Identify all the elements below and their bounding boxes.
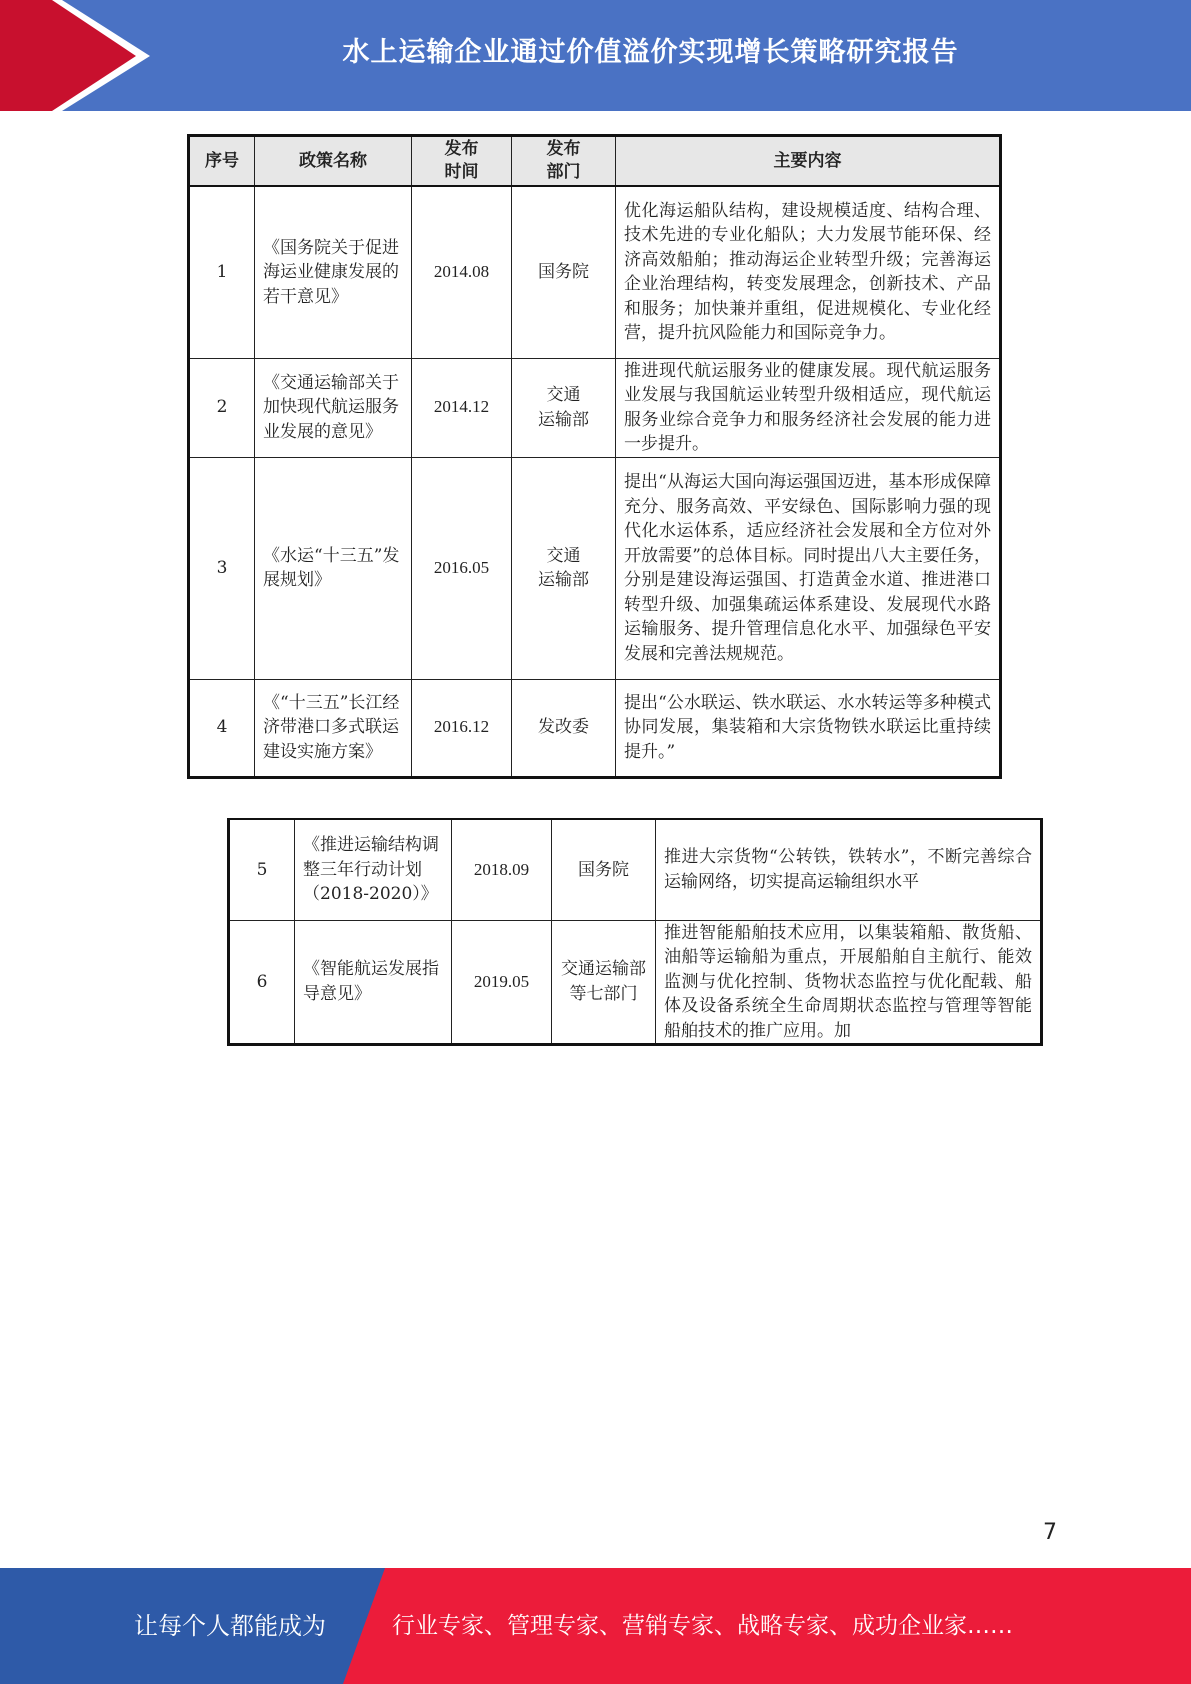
policy-table-part-2 [227, 818, 1043, 1046]
header-seq: 序号 [189, 136, 255, 187]
header-arrow-red-inner [0, 0, 112, 111]
table-row [189, 457, 1001, 679]
row-num: 2 [189, 358, 255, 457]
row-dept: 交通 运输部 [512, 358, 616, 457]
header-release-date: 发布 时间 [412, 136, 512, 187]
row-dept: 交通 运输部 [512, 457, 616, 679]
row-num: 5 [229, 819, 295, 920]
row-num: 1 [189, 186, 255, 358]
row-policy-name: 《推进运输结构调整三年行动计划（2018-2020）》 [295, 819, 452, 920]
table-row [229, 920, 1042, 1045]
row-content: 推进现代航运服务业的健康发展。现代航运服务业发展与我国航运业转型升级相适应，现代航运服务业综合竞争力和服务经济社会发展的能力进一步提升。 [616, 358, 1001, 457]
row-date: 2019.05 [452, 920, 552, 1045]
footer-slogan-left: 让每个人都能成为 [134, 1612, 326, 1640]
page-header [0, 0, 1191, 111]
row-dept: 发改委 [512, 679, 616, 777]
row-date: 2016.05 [412, 457, 512, 679]
row-num: 4 [189, 679, 255, 777]
row-content: 优化海运船队结构，建设规模适度、结构合理、技术先进的专业化船队；大力发展节能环保、经济高效船舶；推动海运企业转型升级；完善海运企业治理结构，转变发展理念，创新技术、产品和服务；加快兼并重组，促进规模化、专业化经营，提升抗风险能力和国际竞争力。 [616, 186, 1001, 358]
row-date: 2016.12 [412, 679, 512, 777]
row-content: 提出“从海运大国向海运强国迈进，基本形成保障充分、服务高效、平安绿色、国际影响力强的现代化水运体系，适应经济社会发展和全方位对外开放需要”的总体目标。同时提出八大主要任务，分别是建设海运强国、打造黄金水道、推进港口转型升级、加强集疏运体系建设、发展现代水路运输服务、提升管理信息化水平、加强绿色平安发展和完善法规规范。 [616, 457, 1001, 679]
row-num: 6 [229, 920, 295, 1045]
row-policy-name: 《水运“十三五”发展规划》 [255, 457, 412, 679]
row-content: 推进大宗货物“公转铁，铁转水”，不断完善综合运输网络，切实提高运输组织水平 [656, 819, 1042, 920]
header-policy-name: 政策名称 [255, 136, 412, 187]
report-title: 水上运输企业通过价值溢价实现增长策略研究报告 [342, 37, 959, 68]
row-date: 2014.08 [412, 186, 512, 358]
header-main-content: 主要内容 [616, 136, 1001, 187]
row-dept: 国务院 [512, 186, 616, 358]
footer-slogan-right: 行业专家、管理专家、营销专家、战略专家、成功企业家…… [392, 1613, 1013, 1639]
table-row [189, 679, 1001, 777]
table-row [189, 358, 1001, 457]
row-content: 推进智能船舶技术应用，以集装箱船、散货船、油船等运输船为重点，开展船舶自主航行、能效监测与优化控制、货物状态监控与优化配载、船体及设备系统全生命周期状态监控与管理等智能船舶技术的推广应用。加 [656, 920, 1042, 1045]
row-policy-name: 《国务院关于促进海运业健康发展的若干意见》 [255, 186, 412, 358]
header-release-dept: 发布 部门 [512, 136, 616, 187]
row-content: 提出“公水联运、铁水联运、水水转运等多种模式协同发展，集装箱和大宗货物铁水联运比重持续提升。” [616, 679, 1001, 777]
row-policy-name: 《智能航运发展指导意见》 [295, 920, 452, 1045]
page-footer [0, 1568, 1191, 1684]
row-date: 2018.09 [452, 819, 552, 920]
row-dept: 国务院 [552, 819, 656, 920]
row-policy-name: 《“十三五”长江经济带港口多式联运建设实施方案》 [255, 679, 412, 777]
table-row [229, 819, 1042, 920]
row-policy-name: 《交通运输部关于加快现代航运服务业发展的意见》 [255, 358, 412, 457]
policy-table-part-1 [187, 134, 1002, 779]
page-number: 7 [1043, 1520, 1057, 1545]
table-row [189, 186, 1001, 358]
table-header-row [189, 136, 1001, 187]
row-dept: 交通运输部等七部门 [552, 920, 656, 1045]
row-num: 3 [189, 457, 255, 679]
row-date: 2014.12 [412, 358, 512, 457]
